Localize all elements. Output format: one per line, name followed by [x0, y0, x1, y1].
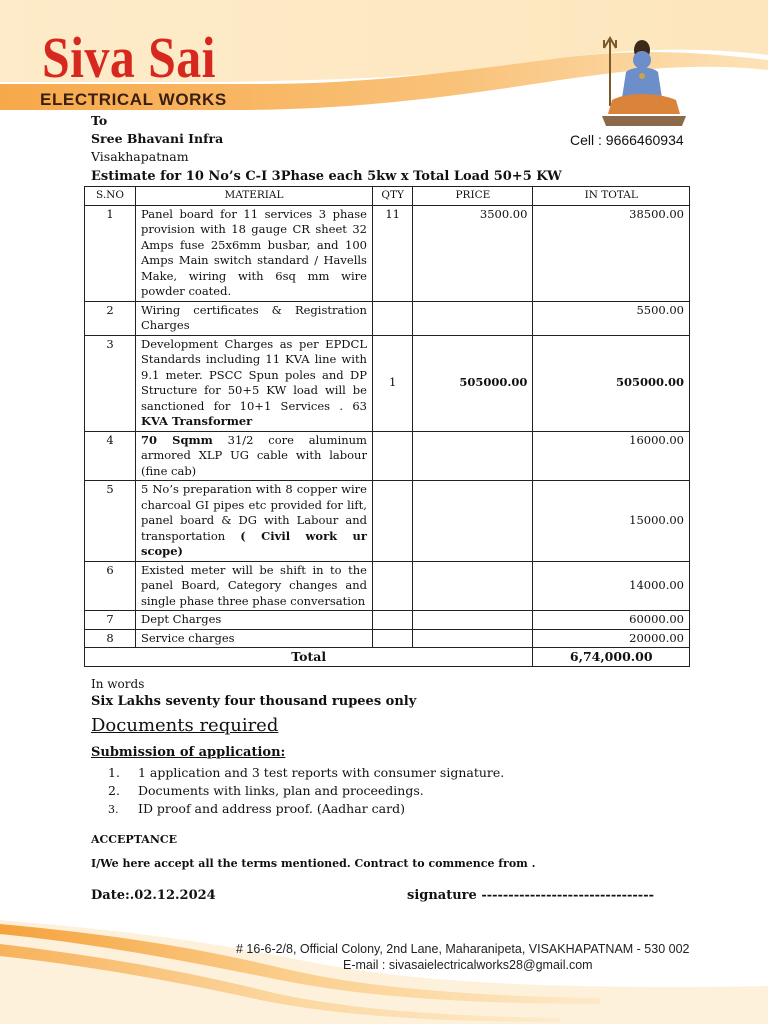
row-total: 15000.00: [533, 481, 690, 562]
row-price: [413, 481, 533, 562]
row-qty: [372, 611, 412, 630]
list-item: [108, 800, 504, 819]
row-material: [136, 481, 373, 562]
company-name: Siva Sai: [42, 25, 216, 90]
submission-heading: Submission of application:: [91, 745, 286, 760]
row-qty: [372, 481, 412, 562]
row-total: 60000.00: [533, 611, 690, 630]
row-total: 20000.00: [533, 629, 690, 648]
list-item: [108, 764, 504, 782]
row-total: 14000.00: [533, 561, 690, 611]
row-price: [413, 629, 533, 648]
row-qty: [372, 561, 412, 611]
row-material: Existed meter will be shift in to the panel Board, Category changes and single phase three phase conversation: [136, 561, 373, 611]
row-sno: 2: [85, 301, 136, 335]
table-row: [85, 431, 690, 481]
cell-number: Cell : 9666460934: [570, 132, 684, 148]
estimate-title: Estimate for 10 No’s C-I 3Phase each 5kw x Total Load 50+5 KW: [91, 169, 562, 184]
list-number: 3.: [108, 803, 119, 816]
table-row: [85, 205, 690, 301]
acceptance-text: I/We here accept all the terms mentioned. Contract to commence from .: [91, 857, 536, 870]
to-label: To: [91, 113, 108, 128]
row-total: 16000.00: [533, 431, 690, 481]
signature-line: signature --------------------------------: [407, 888, 654, 903]
row-material: Dept Charges: [136, 611, 373, 630]
row-price: 505000.00: [413, 335, 533, 431]
list-text: Documents with links, plan and proceedings.: [138, 783, 424, 798]
row-qty: [372, 301, 412, 335]
row-material-bold: 70 Sqmm: [141, 432, 213, 447]
table-row: [85, 481, 690, 562]
total-row: [85, 648, 690, 667]
total-value: 6,74,000.00: [533, 648, 690, 667]
list-text: ID proof and address proof. (Aadhar card): [138, 801, 405, 816]
row-total: 5500.00: [533, 301, 690, 335]
table-row: [85, 335, 690, 431]
row-sno: 4: [85, 431, 136, 481]
row-material: Panel board for 11 services 3 phase provision with 18 gauge CR sheet 32 Amps fuse 25x6mm busbar, and 100 Amps Main switch standard / Havells Make, wiring with 6sq mm wire powder coated.: [136, 205, 373, 301]
recipient-name: Sree Bhavani Infra: [91, 131, 224, 146]
header-total: IN TOTAL: [533, 187, 690, 206]
row-material-text: Development Charges as per EPDCL Standards including 11 KVA line with 9.1 meter. PSCC Spun poles and DP Structure for 50+5 KW load will be sanctioned for 10+1 Services . 63: [141, 336, 367, 413]
row-qty: 11: [372, 205, 412, 301]
row-sno: 7: [85, 611, 136, 630]
list-text: 1 application and 3 test reports with consumer signature.: [138, 765, 505, 780]
row-sno: 6: [85, 561, 136, 611]
row-sno: 8: [85, 629, 136, 648]
footer-email: E-mail : sivasaielectricalworks28@gmail.com: [343, 958, 593, 972]
row-material-text: 31/2 core aluminum armored XLP UG cable with labour (fine cab): [141, 432, 367, 478]
row-total: 38500.00: [533, 205, 690, 301]
row-material-bold: KVA Transformer: [141, 414, 253, 428]
documents-required-heading: Documents required: [91, 715, 279, 736]
recipient-city: Visakhapatnam: [91, 149, 189, 164]
header-price: PRICE: [413, 187, 533, 206]
header-qty: QTY: [372, 187, 412, 206]
estimate-table: [84, 186, 690, 667]
list-number: 2.: [108, 783, 120, 798]
table-row: [85, 561, 690, 611]
list-number: 1.: [108, 765, 120, 780]
row-sno: 5: [85, 481, 136, 562]
documents-list: [108, 764, 504, 819]
row-sno: 3: [85, 335, 136, 431]
footer-address: # 16-6-2/8, Official Colony, 2nd Lane, Maharanipeta, VISAKHAPATNAM - 530 002: [236, 942, 690, 956]
row-material: [136, 431, 373, 481]
header-sno: S.NO: [85, 187, 136, 206]
row-price: 3500.00: [413, 205, 533, 301]
company-subtitle: ELECTRICAL WORKS: [40, 90, 227, 109]
row-price: [413, 561, 533, 611]
row-total: 505000.00: [533, 335, 690, 431]
row-qty: [372, 629, 412, 648]
total-label: Total: [85, 648, 533, 667]
row-material-bold: ( Civil work ur scope): [141, 528, 367, 558]
row-sno: 1: [85, 205, 136, 301]
amount-in-words: Six Lakhs seventy four thousand rupees only: [91, 694, 417, 709]
row-material: Service charges: [136, 629, 373, 648]
row-price: [413, 431, 533, 481]
date: Date:.02.12.2024: [91, 888, 216, 903]
deity-figure-image: [596, 36, 692, 128]
table-row: [85, 301, 690, 335]
table-row: [85, 629, 690, 648]
table-header-row: [85, 187, 690, 206]
row-price: [413, 611, 533, 630]
in-words-label: In words: [91, 677, 145, 691]
row-material: Wiring certificates & Registration Charges: [136, 301, 373, 335]
row-price: [413, 301, 533, 335]
row-material-text: 5 No’s preparation with 8 copper wire charcoal GI pipes etc provided for lift, panel board & DG with Labour and transportation: [141, 482, 367, 543]
acceptance-heading: ACCEPTANCE: [91, 833, 178, 846]
row-qty: [372, 431, 412, 481]
row-material: [136, 335, 373, 431]
list-item: [108, 782, 504, 800]
table-row: [85, 611, 690, 630]
row-qty: 1: [372, 335, 412, 431]
recipient-block: [91, 112, 223, 166]
header-material: MATERIAL: [136, 187, 373, 206]
